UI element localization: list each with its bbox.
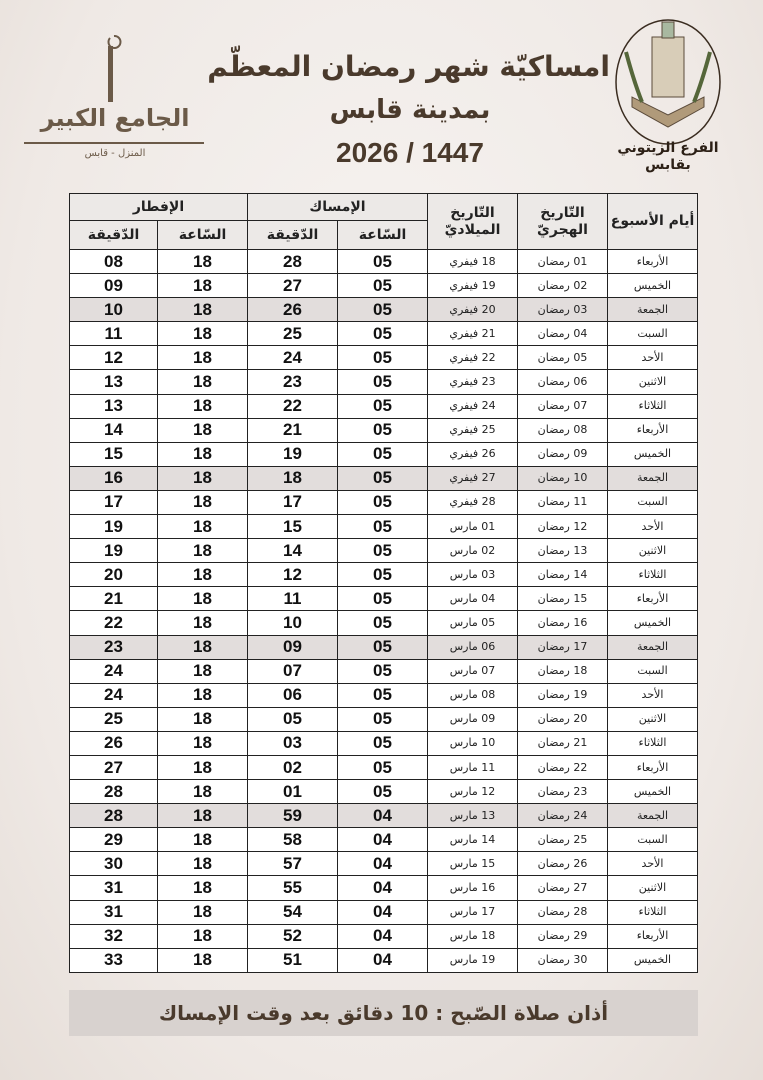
page-title: امساكيّة شهر رمضان المعظّم	[207, 50, 610, 83]
imsak-minute-cell: 59	[248, 804, 338, 828]
imsak-minute-cell: 09	[248, 635, 338, 659]
gregorian-date-cell: 13 مارس	[428, 804, 518, 828]
iftar-minute-cell: 19	[70, 539, 158, 563]
day-cell: الأربعاء	[608, 418, 698, 442]
iftar-minute-cell: 15	[70, 442, 158, 466]
day-cell: الخميس	[608, 948, 698, 972]
header-imsak-hour: السّاعة	[338, 221, 428, 250]
day-cell: الأحد	[608, 852, 698, 876]
day-cell: الأربعاء	[608, 924, 698, 948]
day-cell: الثلاثاء	[608, 563, 698, 587]
gregorian-date-cell: 09 مارس	[428, 707, 518, 731]
table-row	[70, 515, 698, 539]
table-row	[70, 900, 698, 924]
fajr-note: أذان صلاة الصّبح : 10 دقائق بعد وقت الإمساك	[69, 990, 698, 1036]
table-row	[70, 924, 698, 948]
table-row	[70, 587, 698, 611]
gregorian-date-cell: 03 مارس	[428, 563, 518, 587]
day-cell: الجمعة	[608, 466, 698, 490]
iftar-minute-cell: 28	[70, 780, 158, 804]
iftar-hour-cell: 18	[158, 707, 248, 731]
day-cell: الاثنين	[608, 707, 698, 731]
iftar-hour-cell: 18	[158, 852, 248, 876]
gregorian-date-cell: 07 مارس	[428, 659, 518, 683]
day-cell: الجمعة	[608, 635, 698, 659]
imsak-minute-cell: 27	[248, 274, 338, 298]
gregorian-date-cell: 16 مارس	[428, 876, 518, 900]
day-cell: الثلاثاء	[608, 900, 698, 924]
iftar-minute-cell: 12	[70, 346, 158, 370]
day-cell: الثلاثاء	[608, 394, 698, 418]
gregorian-date-cell: 27 فيفري	[428, 466, 518, 490]
imsak-minute-cell: 51	[248, 948, 338, 972]
imsak-minute-cell: 05	[248, 707, 338, 731]
imsak-hour-cell: 04	[338, 876, 428, 900]
timetable-body	[70, 250, 698, 973]
table-row	[70, 298, 698, 322]
day-cell: الجمعة	[608, 804, 698, 828]
iftar-hour-cell: 18	[158, 563, 248, 587]
imsak-hour-cell: 05	[338, 298, 428, 322]
day-cell: الجمعة	[608, 298, 698, 322]
day-cell: السبت	[608, 828, 698, 852]
hijri-date-cell: 29 رمضان	[518, 924, 608, 948]
table-row	[70, 635, 698, 659]
gregorian-date-cell: 05 مارس	[428, 611, 518, 635]
hijri-date-cell: 09 رمضان	[518, 442, 608, 466]
iftar-hour-cell: 18	[158, 490, 248, 514]
header-iftar: الإفطار	[70, 194, 248, 221]
hijri-date-cell: 18 رمضان	[518, 659, 608, 683]
iftar-minute-cell: 28	[70, 804, 158, 828]
imsak-hour-cell: 05	[338, 515, 428, 539]
iftar-hour-cell: 18	[158, 876, 248, 900]
iftar-minute-cell: 30	[70, 852, 158, 876]
table-row	[70, 659, 698, 683]
header-imsak-minute: الدّقيقة	[248, 221, 338, 250]
header-iftar-hour: السّاعة	[158, 221, 248, 250]
gregorian-date-cell: 12 مارس	[428, 780, 518, 804]
hijri-date-cell: 16 رمضان	[518, 611, 608, 635]
imsak-minute-cell: 11	[248, 587, 338, 611]
iftar-minute-cell: 13	[70, 394, 158, 418]
imsak-hour-cell: 04	[338, 852, 428, 876]
table-row	[70, 394, 698, 418]
iftar-minute-cell: 31	[70, 900, 158, 924]
imsak-hour-cell: 04	[338, 900, 428, 924]
imsak-minute-cell: 52	[248, 924, 338, 948]
iftar-hour-cell: 18	[158, 274, 248, 298]
iftar-hour-cell: 18	[158, 442, 248, 466]
gregorian-date-cell: 04 مارس	[428, 587, 518, 611]
imsak-minute-cell: 26	[248, 298, 338, 322]
hijri-date-cell: 01 رمضان	[518, 250, 608, 274]
imsak-hour-cell: 05	[338, 731, 428, 755]
imsak-minute-cell: 12	[248, 563, 338, 587]
iftar-hour-cell: 18	[158, 900, 248, 924]
iftar-hour-cell: 18	[158, 683, 248, 707]
table-row	[70, 804, 698, 828]
table-row	[70, 755, 698, 779]
header-gregorian: التّاريخ الميلاديّ	[428, 194, 518, 250]
iftar-hour-cell: 18	[158, 587, 248, 611]
day-cell: الخميس	[608, 274, 698, 298]
imsak-hour-cell: 05	[338, 755, 428, 779]
imsak-minute-cell: 19	[248, 442, 338, 466]
imsak-minute-cell: 22	[248, 394, 338, 418]
hijri-date-cell: 20 رمضان	[518, 707, 608, 731]
iftar-minute-cell: 22	[70, 611, 158, 635]
day-cell: السبت	[608, 490, 698, 514]
imsak-hour-cell: 05	[338, 611, 428, 635]
iftar-hour-cell: 18	[158, 515, 248, 539]
gregorian-date-cell: 19 مارس	[428, 948, 518, 972]
hijri-date-cell: 22 رمضان	[518, 755, 608, 779]
imsak-minute-cell: 03	[248, 731, 338, 755]
iftar-hour-cell: 18	[158, 418, 248, 442]
iftar-hour-cell: 18	[158, 346, 248, 370]
iftar-minute-cell: 24	[70, 659, 158, 683]
imsak-hour-cell: 04	[338, 948, 428, 972]
iftar-hour-cell: 18	[158, 828, 248, 852]
day-cell: الاثنين	[608, 370, 698, 394]
table-row	[70, 490, 698, 514]
iftar-hour-cell: 18	[158, 804, 248, 828]
gregorian-date-cell: 14 مارس	[428, 828, 518, 852]
imsak-hour-cell: 05	[338, 490, 428, 514]
hijri-date-cell: 24 رمضان	[518, 804, 608, 828]
day-cell: الأحد	[608, 683, 698, 707]
ramadan-timetable	[69, 193, 698, 973]
imsak-hour-cell: 05	[338, 250, 428, 274]
grand-mosque-logo-subtitle: المنزل - قابس	[84, 148, 146, 159]
iftar-minute-cell: 29	[70, 828, 158, 852]
day-cell: السبت	[608, 322, 698, 346]
hijri-date-cell: 05 رمضان	[518, 346, 608, 370]
gregorian-date-cell: 10 مارس	[428, 731, 518, 755]
iftar-minute-cell: 32	[70, 924, 158, 948]
imsak-hour-cell: 05	[338, 539, 428, 563]
imsak-minute-cell: 57	[248, 852, 338, 876]
day-cell: الأربعاء	[608, 755, 698, 779]
imsak-hour-cell: 04	[338, 828, 428, 852]
day-cell: الأحد	[608, 515, 698, 539]
iftar-minute-cell: 27	[70, 755, 158, 779]
iftar-minute-cell: 09	[70, 274, 158, 298]
imsak-hour-cell: 05	[338, 563, 428, 587]
iftar-hour-cell: 18	[158, 755, 248, 779]
imsak-hour-cell: 05	[338, 274, 428, 298]
iftar-hour-cell: 18	[158, 924, 248, 948]
imsak-minute-cell: 21	[248, 418, 338, 442]
imsak-minute-cell: 07	[248, 659, 338, 683]
gregorian-date-cell: 15 مارس	[428, 852, 518, 876]
imsak-minute-cell: 14	[248, 539, 338, 563]
iftar-minute-cell: 17	[70, 490, 158, 514]
imsak-minute-cell: 25	[248, 322, 338, 346]
iftar-hour-cell: 18	[158, 731, 248, 755]
gregorian-date-cell: 24 فيفري	[428, 394, 518, 418]
table-row	[70, 563, 698, 587]
gregorian-date-cell: 23 فيفري	[428, 370, 518, 394]
hijri-date-cell: 14 رمضان	[518, 563, 608, 587]
imsak-hour-cell: 05	[338, 683, 428, 707]
iftar-hour-cell: 18	[158, 780, 248, 804]
imsak-hour-cell: 05	[338, 466, 428, 490]
table-row	[70, 731, 698, 755]
iftar-minute-cell: 31	[70, 876, 158, 900]
imsak-minute-cell: 23	[248, 370, 338, 394]
hijri-date-cell: 12 رمضان	[518, 515, 608, 539]
hijri-date-cell: 07 رمضان	[518, 394, 608, 418]
hijri-date-cell: 06 رمضان	[518, 370, 608, 394]
table-row	[70, 683, 698, 707]
imsak-minute-cell: 06	[248, 683, 338, 707]
hijri-date-cell: 11 رمضان	[518, 490, 608, 514]
table-row	[70, 876, 698, 900]
iftar-minute-cell: 21	[70, 587, 158, 611]
city-subtitle: بمدينة قابس	[329, 95, 491, 125]
iftar-minute-cell: 24	[70, 683, 158, 707]
hijri-date-cell: 13 رمضان	[518, 539, 608, 563]
imsak-minute-cell: 18	[248, 466, 338, 490]
day-cell: الثلاثاء	[608, 731, 698, 755]
day-cell: الخميس	[608, 780, 698, 804]
hijri-date-cell: 30 رمضان	[518, 948, 608, 972]
gregorian-date-cell: 06 مارس	[428, 635, 518, 659]
table-row	[70, 466, 698, 490]
imsak-hour-cell: 05	[338, 322, 428, 346]
hijri-date-cell: 23 رمضان	[518, 780, 608, 804]
gregorian-date-cell: 08 مارس	[428, 683, 518, 707]
iftar-minute-cell: 10	[70, 298, 158, 322]
imsak-minute-cell: 28	[248, 250, 338, 274]
table-row	[70, 418, 698, 442]
imsak-hour-cell: 05	[338, 442, 428, 466]
gregorian-date-cell: 17 مارس	[428, 900, 518, 924]
header-day: أيام الأسبوع	[608, 194, 698, 250]
imsak-hour-cell: 04	[338, 924, 428, 948]
hijri-date-cell: 08 رمضان	[518, 418, 608, 442]
table-row	[70, 250, 698, 274]
hijri-date-cell: 28 رمضان	[518, 900, 608, 924]
iftar-hour-cell: 18	[158, 659, 248, 683]
imsak-hour-cell: 05	[338, 659, 428, 683]
iftar-hour-cell: 18	[158, 322, 248, 346]
table-row	[70, 780, 698, 804]
hijri-date-cell: 26 رمضان	[518, 852, 608, 876]
hijri-date-cell: 04 رمضان	[518, 322, 608, 346]
grand-mosque-logo	[22, 30, 207, 155]
gregorian-date-cell: 28 فيفري	[428, 490, 518, 514]
iftar-minute-cell: 26	[70, 731, 158, 755]
iftar-hour-cell: 18	[158, 948, 248, 972]
imsak-hour-cell: 05	[338, 635, 428, 659]
iftar-minute-cell: 14	[70, 418, 158, 442]
header-iftar-minute: الدّقيقة	[70, 221, 158, 250]
imsak-minute-cell: 54	[248, 900, 338, 924]
iftar-minute-cell: 13	[70, 370, 158, 394]
iftar-minute-cell: 20	[70, 563, 158, 587]
hijri-date-cell: 03 رمضان	[518, 298, 608, 322]
iftar-hour-cell: 18	[158, 250, 248, 274]
day-cell: الأربعاء	[608, 587, 698, 611]
header-hijri: التّاريخ الهجريّ	[518, 194, 608, 250]
iftar-minute-cell: 25	[70, 707, 158, 731]
gregorian-date-cell: 20 فيفري	[428, 298, 518, 322]
imsak-hour-cell: 05	[338, 587, 428, 611]
iftar-minute-cell: 08	[70, 250, 158, 274]
zitouna-branch-emblem-text: الفرع الزيتوني بقابس	[617, 140, 719, 173]
gregorian-date-cell: 02 مارس	[428, 539, 518, 563]
imsak-hour-cell: 05	[338, 780, 428, 804]
table-row	[70, 948, 698, 972]
iftar-hour-cell: 18	[158, 539, 248, 563]
hijri-date-cell: 25 رمضان	[518, 828, 608, 852]
gregorian-date-cell: 01 مارس	[428, 515, 518, 539]
gregorian-date-cell: 18 فيفري	[428, 250, 518, 274]
day-cell: الخميس	[608, 611, 698, 635]
table-row	[70, 539, 698, 563]
grand-mosque-logo-name: الجامع الكبير	[40, 104, 190, 132]
hijri-date-cell: 21 رمضان	[518, 731, 608, 755]
iftar-minute-cell: 16	[70, 466, 158, 490]
day-cell: الاثنين	[608, 539, 698, 563]
gregorian-date-cell: 11 مارس	[428, 755, 518, 779]
day-cell: الأحد	[608, 346, 698, 370]
hijri-date-cell: 15 رمضان	[518, 587, 608, 611]
iftar-hour-cell: 18	[158, 635, 248, 659]
iftar-minute-cell: 11	[70, 322, 158, 346]
imsak-hour-cell: 05	[338, 418, 428, 442]
table-row	[70, 370, 698, 394]
imsak-hour-cell: 05	[338, 707, 428, 731]
iftar-hour-cell: 18	[158, 611, 248, 635]
header-imsak: الإمساك	[248, 194, 428, 221]
day-cell: الاثنين	[608, 876, 698, 900]
imsak-hour-cell: 04	[338, 804, 428, 828]
iftar-hour-cell: 18	[158, 394, 248, 418]
day-cell: الأربعاء	[608, 250, 698, 274]
hijri-date-cell: 19 رمضان	[518, 683, 608, 707]
imsak-hour-cell: 05	[338, 370, 428, 394]
table-row	[70, 346, 698, 370]
table-row	[70, 707, 698, 731]
iftar-hour-cell: 18	[158, 466, 248, 490]
table-row	[70, 828, 698, 852]
imsak-minute-cell: 02	[248, 755, 338, 779]
hijri-date-cell: 27 رمضان	[518, 876, 608, 900]
imsak-minute-cell: 10	[248, 611, 338, 635]
imsak-hour-cell: 05	[338, 394, 428, 418]
day-cell: الخميس	[608, 442, 698, 466]
table-row	[70, 611, 698, 635]
gregorian-date-cell: 22 فيفري	[428, 346, 518, 370]
gregorian-date-cell: 25 فيفري	[428, 418, 518, 442]
iftar-minute-cell: 23	[70, 635, 158, 659]
imsak-minute-cell: 24	[248, 346, 338, 370]
iftar-minute-cell: 19	[70, 515, 158, 539]
iftar-minute-cell: 33	[70, 948, 158, 972]
imsak-minute-cell: 55	[248, 876, 338, 900]
imsak-hour-cell: 05	[338, 346, 428, 370]
gregorian-date-cell: 18 مارس	[428, 924, 518, 948]
hijri-date-cell: 02 رمضان	[518, 274, 608, 298]
year-label: 2026 / 1447	[336, 137, 484, 168]
table-row	[70, 274, 698, 298]
hijri-date-cell: 17 رمضان	[518, 635, 608, 659]
imsak-minute-cell: 01	[248, 780, 338, 804]
table-row	[70, 442, 698, 466]
gregorian-date-cell: 21 فيفري	[428, 322, 518, 346]
table-row	[70, 322, 698, 346]
iftar-hour-cell: 18	[158, 298, 248, 322]
gregorian-date-cell: 26 فيفري	[428, 442, 518, 466]
hijri-date-cell: 10 رمضان	[518, 466, 608, 490]
day-cell: السبت	[608, 659, 698, 683]
imsak-minute-cell: 17	[248, 490, 338, 514]
imsak-minute-cell: 15	[248, 515, 338, 539]
imsak-minute-cell: 58	[248, 828, 338, 852]
gregorian-date-cell: 19 فيفري	[428, 274, 518, 298]
iftar-hour-cell: 18	[158, 370, 248, 394]
table-row	[70, 852, 698, 876]
